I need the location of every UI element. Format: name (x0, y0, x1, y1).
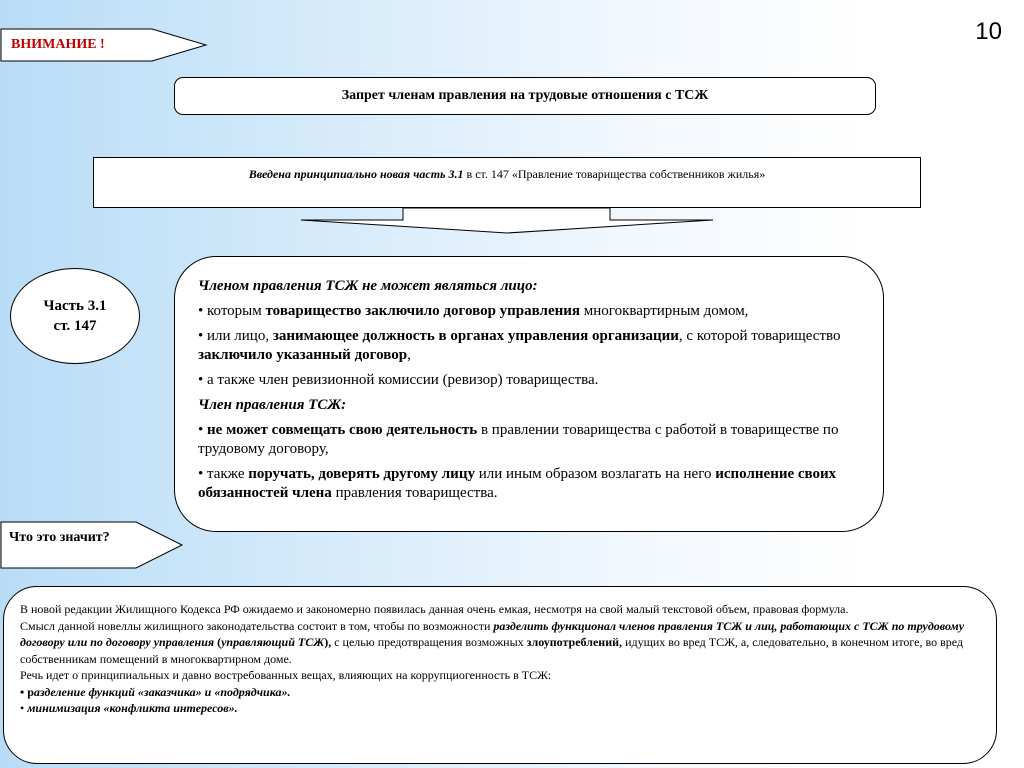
explanation-item-2: • минимизация «конфликта интересов». (20, 701, 238, 715)
rules-item-1: • которым товарищество заключило договор управления многоквартирным домом, (198, 303, 749, 319)
attention-tag (0, 28, 210, 62)
part-oval (10, 268, 140, 364)
question-label: Что это значит? (9, 530, 110, 545)
explanation-box (3, 586, 997, 764)
page-title: Запрет членам правления на трудовые отношения с ТСЖ (174, 77, 876, 115)
part-oval-line1: Часть 3.1 (43, 298, 107, 314)
explanation-item-1: • разделение функций «заказчика» и «подрядчика». (20, 684, 291, 699)
slide-number: 10 (975, 18, 1002, 45)
rules-heading-1: Членом правления ТСЖ не может являться лицо: (198, 278, 538, 294)
rules-item-5: • также поручать, доверять другому лицу или иным образом возлагать на него исполнение своих обязанностей члена правления товарищества. (198, 466, 837, 501)
explanation-para-2: Смысл данной новеллы жилищного законодательства состоит в том, чтобы по возможности разделить функционал членов правления ТСЖ и лиц, работающих с ТСЖ по трудовому договору или по договору управления (управляющий ТСЖ), с целью предотвращения возможных злоупотреблений, идущих во вред ТСЖ, а, следовательно, в конечном итоге, во вред собственникам помещений в многоквартирном доме. (20, 618, 965, 666)
explanation-para-1: В новой редакции Жилищного Кодекса РФ ожидаемо и закономерно появилась данная очень емкая, несмотря на свой малый текстовой объем, правовая формула. (20, 602, 849, 616)
rules-item-4: • не может совмещать свою деятельность в правлении товарищества с работой в товариществе по трудовому договору, (198, 422, 839, 457)
part-oval-line2: ст. 147 (53, 318, 97, 334)
down-arrow-icon (300, 207, 714, 235)
intro-text: в ст. 147 «Правление товарищества собственников жилья» (463, 167, 766, 181)
attention-label: ВНИМАНИЕ ! (11, 37, 105, 52)
intro-box (93, 157, 921, 208)
question-tag (0, 521, 186, 569)
explanation-para-3: Речь идет о принципиальных и давно востребованных вещах, влияющих на коррупциогенность в ТСЖ: (20, 668, 552, 682)
rules-box (174, 256, 884, 532)
rules-heading-2: Член правления ТСЖ: (198, 397, 347, 413)
intro-emphasis: Введена принципиально новая часть 3.1 (248, 167, 464, 181)
rules-item-3: • а также член ревизионной комиссии (ревизор) товарищества. (198, 372, 599, 388)
rules-item-2: • или лицо, занимающее должность в органах управления организации, с которой товарищество заключило указанный договор, (198, 328, 841, 363)
